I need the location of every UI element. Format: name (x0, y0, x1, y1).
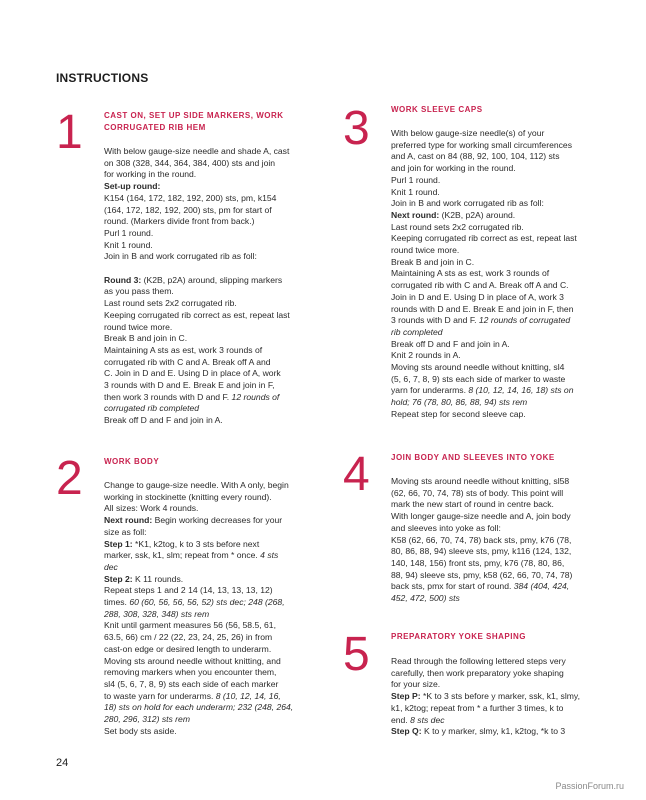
watermark: PassionForum.ru (555, 781, 624, 791)
section-5-title: PREPARATORY YOKE SHAPING (391, 632, 526, 641)
page-number: 24 (56, 757, 69, 769)
section-1-title: CAST ON, SET UP SIDE MARKERS, WORK CORRUGATED RIB HEM (104, 111, 284, 132)
section-2-number: 2 (56, 452, 83, 505)
section-5-number: 5 (343, 628, 370, 681)
section-2-body: Change to gauge-size needle. With A only, begin working in stockinette (knitting every round). All sizes: Work 4 rounds. Next round: Begin working decreases for your size as foll: Step 1: *K1, k2tog, k to 3 sts before next marker, ssk, k1, slm; repeat from * once. 4 sts dec Step 2: K 11 rounds. Repeat steps 1 and 2 14 (14, 13, 13, 13, 12) times. 60 (60, 56, 56, 56, 52) sts dec; 248 (268, 288, 308, 328, 348) sts rem Knit until garment measures 56 (56, 58.5, 61, 63.5, 66) cm / 22 (22, 23, 24, 25, 26) in from cast-on edge or desired length to underarm. Moving sts around needle without knitting, and removing markers when you encounter them, sl4 (5, 6, 7, 8, 9) sts each side of each marker to waste yarn for underarms. 8 (10, 12, 14, 16, 18) sts on hold for each underarm; 232 (248, 264, 280, 296, 312) sts rem Set body sts aside. (104, 480, 294, 736)
section-3-number: 3 (343, 102, 370, 155)
section-4-body: Moving sts around needle without knitting, sl58 (62, 66, 70, 74, 78) sts of body. This point will mark the new start of round in centre back. With longer gauge-size needle and A, join body and sleeves into yoke as foll: K58 (62, 66, 70, 74, 78) back sts, pmy, k76 (78, 80, 86, 88, 94) sleeve sts, pmy, k116 (124, 132, 140, 148, 156) front sts, pmy, k76 (78, 80, 86, 88, 94) sleeve sts, pmy, k58 (62, 66, 70, 74, 78) back sts, pmx for start of round. 384 (404, 424, 452, 472, 500) sts (391, 476, 573, 604)
page-heading: INSTRUCTIONS (56, 71, 149, 85)
section-1-body: With below gauge-size needle and shade A, cast on 308 (328, 344, 364, 384, 400) sts and join for working in the round. Set-up round: K154 (164, 172, 182, 192, 200) sts, pm, k154 (164, 172, 182, 192, 200) sts, pm for start of round. (Markers divide front from back.) Purl 1 round. Knit 1 round. Join in B and work corrugated rib as foll: Round 3: (K2B, p2A) around, slipping markers as you pass them. Last round sets 2x2 corrugated rib. Keeping corrugated rib correct as est, repeat last round twice more. Break B and join in C. Maintaining A sts as est, work 3 rounds of corrugated rib with C and A. Break off A and C. Join in D and E. Using D in place of A, work 3 rounds with D and E. Break E and join in F, then work 3 rounds with D and F. 12 rounds of corrugated rib completed Break off D and F and join in A. (104, 146, 290, 426)
section-2-title: WORK BODY (104, 457, 160, 466)
section-3-title: WORK SLEEVE CAPS (391, 105, 483, 114)
section-5-body: Read through the following lettered steps very carefully, then work preparatory yoke shaping for your size. Step P: *K to 3 sts before y marker, ssk, k1, slmy, k1, k2tog; repeat from * a further 3 times, k to end. 8 sts dec Step Q: K to y marker, slmy, k1, k2tog, *k to 3 (391, 656, 580, 737)
section-3-body: With below gauge-size needle(s) of your preferred type for working small circumferences and A, cast on 84 (88, 92, 100, 104, 112) sts and join for working in the round. Purl 1 round. Knit 1 round. Join in B and work corrugated rib as foll: Next round: (K2B, p2A) around. Last round sets 2x2 corrugated rib. Keeping corrugated rib correct as est, repeat last round twice more. Break B and join in C. Maintaining A sts as est, work 3 rounds of corrugated rib with C and A. Break off A and C. Join in D and E. Using D in place of A, work 3 rounds with D and E. Break E and join in F, then 3 rounds with D and F. 12 rounds of corrugated rib completed Break off D and F and join in A. Knit 2 rounds in A. Moving sts around needle without knitting, sl4 (5, 6, 7, 8, 9) sts each side of marker to waste yarn for underarms. 8 (10, 12, 14, 16, 18) sts on hold; 76 (78, 80, 86, 88, 94) sts rem Repeat step for second sleeve cap. (391, 128, 577, 419)
section-1-number: 1 (56, 106, 83, 159)
section-4-number: 4 (343, 448, 370, 501)
section-4-title: JOIN BODY AND SLEEVES INTO YOKE (391, 453, 555, 462)
